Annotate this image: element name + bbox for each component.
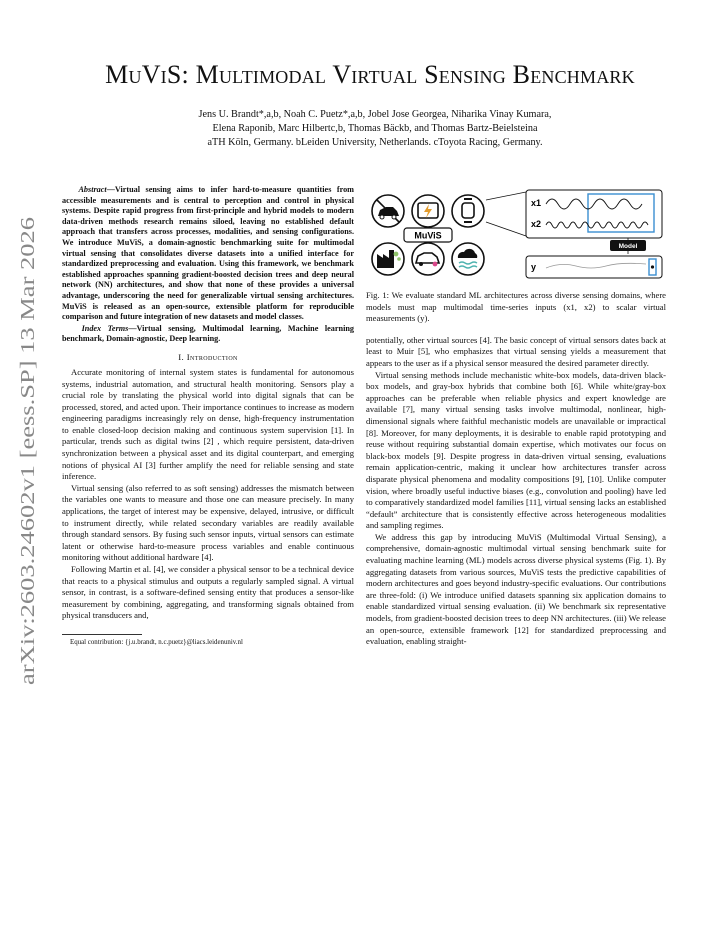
x2-label: x2: [531, 219, 542, 229]
left-column: [62, 185, 354, 647]
footnote: Equal contribution: {j.u.brandt, n.c.puetz}@liacs.leidenuniv.nl: [70, 638, 243, 646]
input-panel: [526, 190, 662, 238]
right-paragraph-1: potentially, other virtual sources [4]. The basic concept of virtual sensors dates back at least to Muir [5], who emphasizes that virtual sensing yields a measurement that appears to the user as if a physical sensor measured the desired parameter directly.: [366, 334, 666, 368]
figure-1-caption: Fig. 1: We evaluate standard ML architectures across diverse sensing domains, where models must map multimodal time-series inputs (x1, x2) to scalar virtual measurements (y).: [366, 290, 666, 324]
author-line-1: Jens U. Brandt*,a,b, Noah C. Puetz*,a,b, Jobel Jose Georgea, Niharika Vinay Kumara,: [198, 109, 552, 120]
output-point: [651, 265, 654, 268]
section-heading-introduction: I. Introduction: [178, 351, 238, 362]
paper-title: MuViS: Multimodal Virtual Sensing Benchmark: [105, 60, 635, 89]
author-line-2: Elena Raponib, Marc Hilbertc,b, Thomas Bäckb, and Thomas Bartz-Beielsteina: [212, 123, 538, 134]
x1-label: x1: [531, 198, 542, 208]
figure-1-graphic: [366, 188, 666, 284]
right-paragraph-2: Virtual sensing methods include mechanistic white-box models, data-driven black-box models, and gray-box hybrids that combine both [6]. While white/gray-box approaches can be preferable when reliable physics and expert knowledge are available [7], many virtual sensing tasks involve multimodal, nonlinear, high-dimensional signals where faithful mechanistic models are unavailable or impractical [8]. Moreover, for many deployments, it is desirable to enable rapid prototyping and reuse without requiring substantial domain expertise, which motivates our focus on black-box models [9]. Despite progress in data-driven virtual sensing, evaluations remain application-centric, making it unclear how architectures transfer across disparate physical phenomena and modality compositions [9], [10]. Unlike computer vision, where broadly useful inductive biases (e.g., convolution and pooling) have led to comparatively standardized model families [11], virtual sensing lacks an established “default” architecture that is consistently effective across heterogeneous modalities and sampling regimes.: [366, 369, 666, 531]
affiliations: aTH Köln, Germany. bLeiden University, Netherlands. cToyota Racing, Germany.: [207, 137, 543, 148]
abstract-text: —Virtual sensing aims to infer hard-to-measure quantities from accessible measurements and is central to perception and control in physical systems. Despite rapid progress from first-principle and hybrid models to modern data-driven methods research remains siloed, leaving no established default approach that transfers across processes, modalities, and sensing configurations. We introduce MuViS, a domain-agnostic benchmarking suite for multimodal virtual sensing that consolidates diverse datasets into a unified interface for standardized preprocessing and evaluation. Using this framework, we benchmark established approaches spanning gradient-boosted decision trees and deep neural network (NN) architectures, and show that none of these provides a universal advantage, underscoring the need for generalizable virtual sensing architectures. MuViS is released as an open-source, extensible platform for reproducible comparison and future integration of new datasets and model classes.: [62, 185, 354, 322]
output-panel: [526, 256, 662, 278]
factory-icon: [372, 243, 404, 275]
battery-icon: [412, 195, 444, 227]
y-label: y: [531, 262, 537, 272]
footnote-rule: [62, 634, 142, 635]
car-icon: [372, 195, 404, 227]
author-block: [70, 108, 680, 150]
abstract-label: Abstract: [78, 185, 107, 194]
arxiv-id: arXiv:2603.24602v1 [eess.SP] 13 Mar 2026: [18, 340, 39, 685]
right-paragraph-3: We address this gap by introducing MuViS (Multimodal Virtual Sensing), a comprehensive, domain-agnostic multimodal virtual sensing benchmark suite for evaluating machine learning (ML) models across diverse physical systems (Fig. 1). By aggregating datasets from various sources, MuViS tests the predictive capabilities of modern architectures and goes beyond industry-specific evaluations. Our contributions are three-fold: (i) We introduce unified datasets spanning six application domains to enable standardized virtual sensing evaluation. (ii) We benchmark six representative models, from gradient-boosted decision trees to deep NN architectures. (iii) We release an open-source, extensible framework [12] for standardized preprocessing and evaluation, enabling straight-: [366, 531, 666, 647]
connector-lines: [486, 192, 526, 236]
model-label: Model: [618, 243, 638, 250]
muvis-center-label: MuViS: [414, 230, 442, 241]
index-terms-label: Index Terms: [81, 323, 129, 333]
weather-cloud-icon: [452, 243, 484, 275]
index-terms-text: —Virtual sensing, Multimodal learning, Machine learning benchmark, Domain-agnostic, Deep learning.: [62, 323, 354, 344]
pedestrian-car-icon: [412, 243, 444, 275]
arxiv-stamp: [12, 215, 42, 685]
smartwatch-icon: [452, 195, 484, 227]
index-terms: [62, 324, 354, 345]
left-paragraph-3: Following Martin et al. [4], we consider a physical sensor to be a technical device that reacts to a physical stimulus and outputs a regularly sampled signal. A virtual sensor, in contrast, is a software-defined sensing entity that produces a sensor-like measurement by combining, aggregating, and transforming signals obtained from physical transducers and,: [62, 564, 354, 621]
left-paragraph-2: Virtual sensing (also referred to as soft sensing) addresses the mismatch between the variables one wants to measure and those one can measure precisely. In many applications, the target of interest may be expensive, delayed, intrusive, or difficult to instrument directly, while related secondary variables are readily available through standard sensors. By fusing such sensor inputs, virtual sensors can estimate latent or otherwise hard-to-measure process variables and enable continuous monitoring without additional hardware [4].: [62, 482, 354, 563]
right-column: [366, 188, 666, 648]
left-paragraph-1: Accurate monitoring of internal system states is fundamental for autonomous systems, industrial automation, and structural health monitoring. Sensors play a crucial role by translating the physical world into digital signals that can be processed, stored, and acted upon. Their importance continues to increase as modern engineering paradigms increasingly rely on dense, high-frequency instrumentation to enable closed-loop decision making and continuous system supervision [1]. In particular, trends such as digital twins [2] , which require persistent, data-driven synchronization between a physical asset and its digital counterpart, and emerging notions of physical AI [3] further amplify the need for reliable sensing and state inference.: [62, 366, 354, 482]
abstract: [62, 185, 354, 323]
figure-1: [366, 188, 666, 284]
